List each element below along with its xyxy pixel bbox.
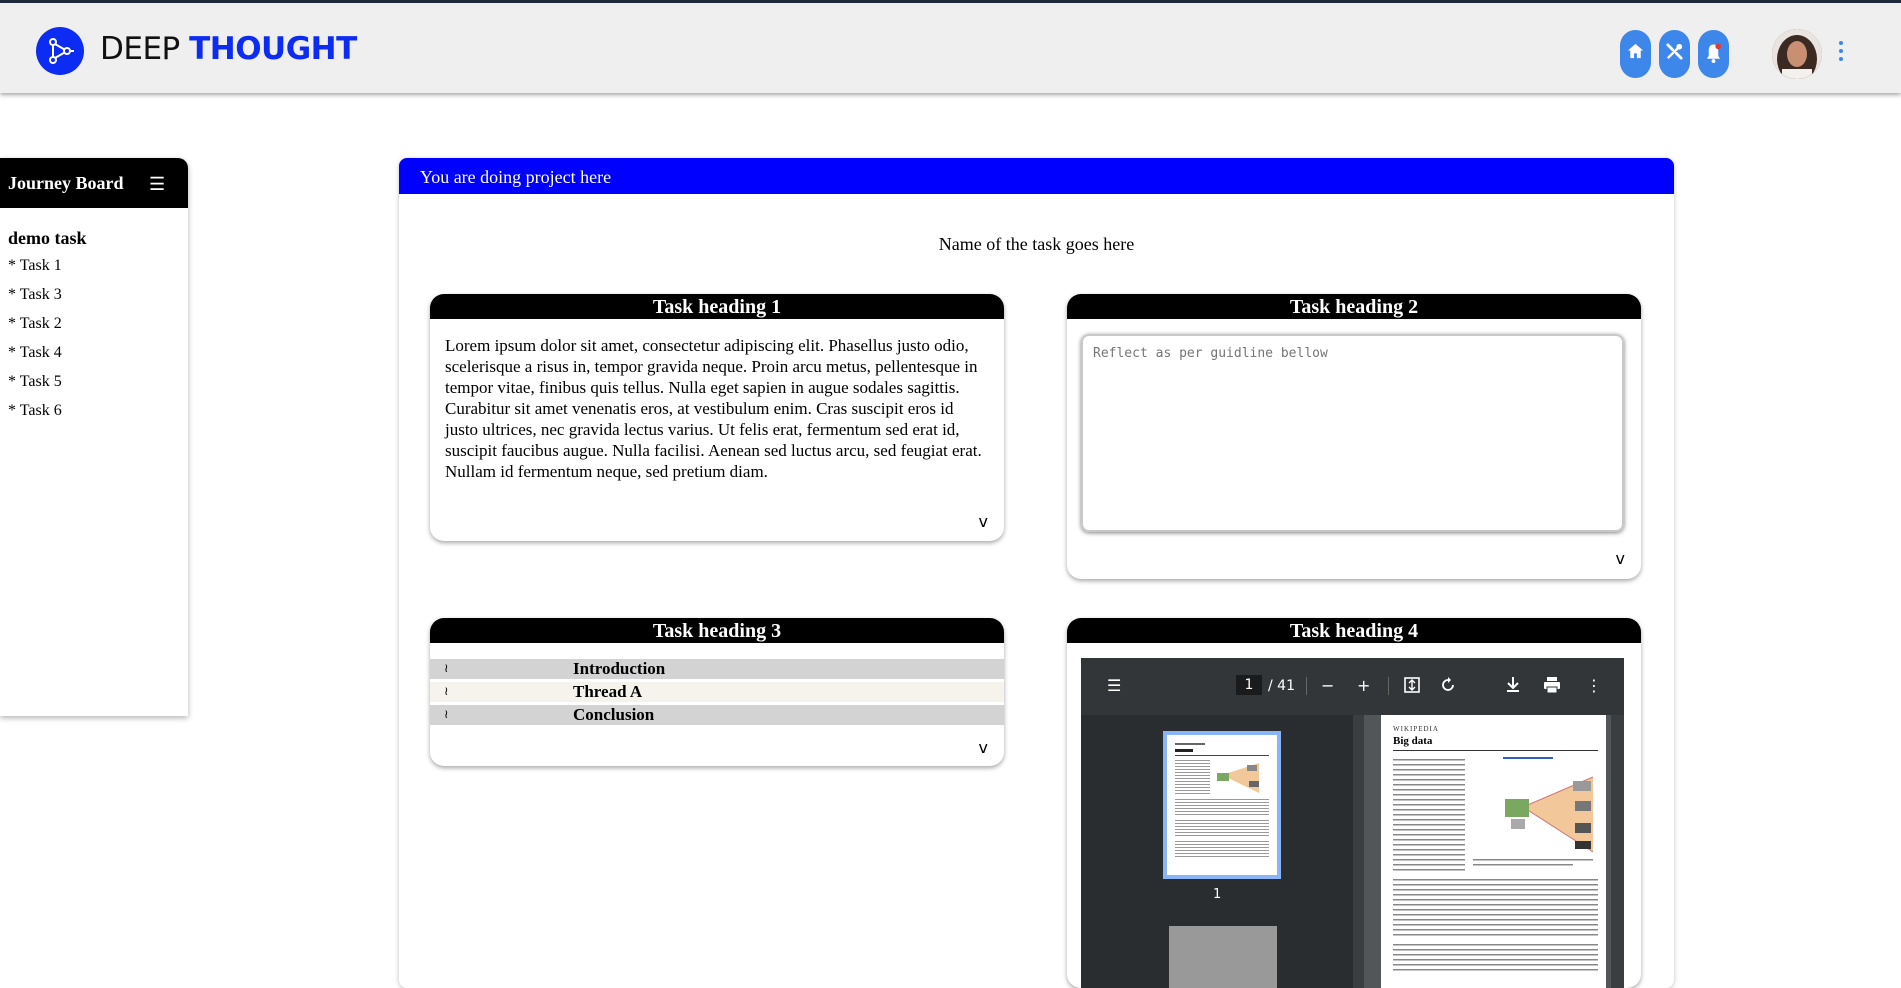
sidebar-item-task-4[interactable]: * Task 4 xyxy=(8,344,62,361)
sidebar-item-task-5[interactable]: * Task 5 xyxy=(8,373,62,390)
task-card-2 xyxy=(1067,294,1641,579)
pdf-page-input[interactable]: 1 xyxy=(1236,675,1262,695)
sidebar-item-task-6[interactable]: * Task 6 xyxy=(8,402,62,419)
tools-button[interactable] xyxy=(1659,30,1690,78)
pdf-menu-icon[interactable]: ☰ xyxy=(1107,676,1122,695)
sidebar-title: Journey Board xyxy=(8,173,124,193)
rotate-icon[interactable] xyxy=(1439,676,1457,698)
sidebar-item-task-2[interactable]: * Task 2 xyxy=(8,315,62,332)
fit-page-icon[interactable] xyxy=(1403,676,1421,698)
card-heading: Task heading 4 xyxy=(1067,618,1641,643)
pdf-doc-site: WIKIPEDIA xyxy=(1393,725,1439,733)
sidebar-task-title: demo task xyxy=(8,228,87,248)
task-card-4 xyxy=(1067,618,1641,988)
wave-icon: ≀ xyxy=(444,684,449,698)
card-body-text: Lorem ipsum dolor sit amet, consectetur adipiscing elit. Phasellus justo odio, scelerisque a risus in, tempor gravida neque. Proin arcu metus, pellentesque in tempor vitae, finibus quis tellus. Nulla eget sapien in augue sodales sagittis. Curabitur sit amet venenatis eros, at vestibulum enim. Cras suscipit eros id justo ultrices, nec gravida lectus varius. Ut felis erat, fermentum sed erat id, suscipit faucibus augue. Nulla facilisi. Aenean sed luctus arcu, sed feugiat erat. Nullam id fermentum neque, sed pretium diam. xyxy=(445,336,982,481)
task-card-1 xyxy=(430,294,1004,541)
hamburger-menu-icon[interactable]: ☰ xyxy=(149,174,166,194)
pdf-thumbnail-page-2[interactable] xyxy=(1169,926,1277,988)
download-icon[interactable] xyxy=(1505,676,1521,698)
accordion-row-conclusion[interactable] xyxy=(430,705,1004,725)
pdf-page-content xyxy=(1393,757,1598,977)
sidebar-item-task-3[interactable]: * Task 3 xyxy=(8,286,62,303)
pdf-toolbar xyxy=(1081,658,1624,715)
project-panel xyxy=(399,158,1674,988)
logo-wordmark xyxy=(100,31,357,67)
print-icon[interactable] xyxy=(1543,676,1561,698)
reflection-textarea[interactable]: Reflect as per guidline bellow xyxy=(1081,334,1624,532)
card-heading: Task heading 2 xyxy=(1067,294,1641,319)
more-options-icon[interactable] xyxy=(1838,41,1844,67)
pdf-doc-title: Big data xyxy=(1393,735,1433,747)
task-name: Name of the task goes here xyxy=(938,234,1135,254)
thumbnail-scrollbar[interactable] xyxy=(1353,715,1364,988)
expand-toggle[interactable]: v xyxy=(978,738,988,757)
expand-toggle[interactable]: v xyxy=(978,512,988,531)
sidebar-item-task-1[interactable]: * Task 1 xyxy=(8,257,62,274)
accordion-row-thread-a[interactable] xyxy=(430,682,1004,702)
accordion-label: Conclusion xyxy=(573,705,655,724)
journey-board-sidebar xyxy=(0,158,188,716)
notifications-button[interactable] xyxy=(1698,30,1729,78)
project-banner: You are doing project here xyxy=(399,158,1674,194)
pdf-viewer xyxy=(1081,658,1624,988)
home-button[interactable] xyxy=(1620,30,1651,78)
accordion-label: Thread A xyxy=(573,682,643,701)
pdf-thumbnail-page-1[interactable] xyxy=(1163,731,1281,879)
card-heading: Task heading 3 xyxy=(430,618,1004,643)
logo-text-bold: THOUGHT xyxy=(189,31,357,67)
page-scrollbar[interactable] xyxy=(1611,715,1624,988)
logo-text-light: DEEP xyxy=(100,31,180,67)
wave-icon: ≀ xyxy=(444,707,449,721)
card-heading: Task heading 1 xyxy=(430,294,1004,319)
pdf-page-total: / 41 xyxy=(1268,678,1295,694)
wave-icon: ≀ xyxy=(444,661,449,675)
accordion-row-introduction[interactable] xyxy=(430,659,1004,679)
pdf-more-icon[interactable]: ⋮ xyxy=(1586,676,1602,695)
pdf-thumbnail-number: 1 xyxy=(1213,887,1222,902)
expand-toggle[interactable]: v xyxy=(1615,549,1625,568)
logo-icon[interactable] xyxy=(36,27,84,75)
accordion-label: Introduction xyxy=(573,659,666,678)
app-header xyxy=(0,3,1901,93)
pdf-thumbnails xyxy=(1081,715,1364,988)
sidebar-header xyxy=(0,158,188,208)
avatar[interactable] xyxy=(1772,29,1822,79)
zoom-in-icon[interactable]: + xyxy=(1357,676,1371,695)
zoom-out-icon[interactable]: − xyxy=(1321,676,1335,695)
task-card-3 xyxy=(430,618,1004,766)
pdf-page xyxy=(1381,715,1606,988)
